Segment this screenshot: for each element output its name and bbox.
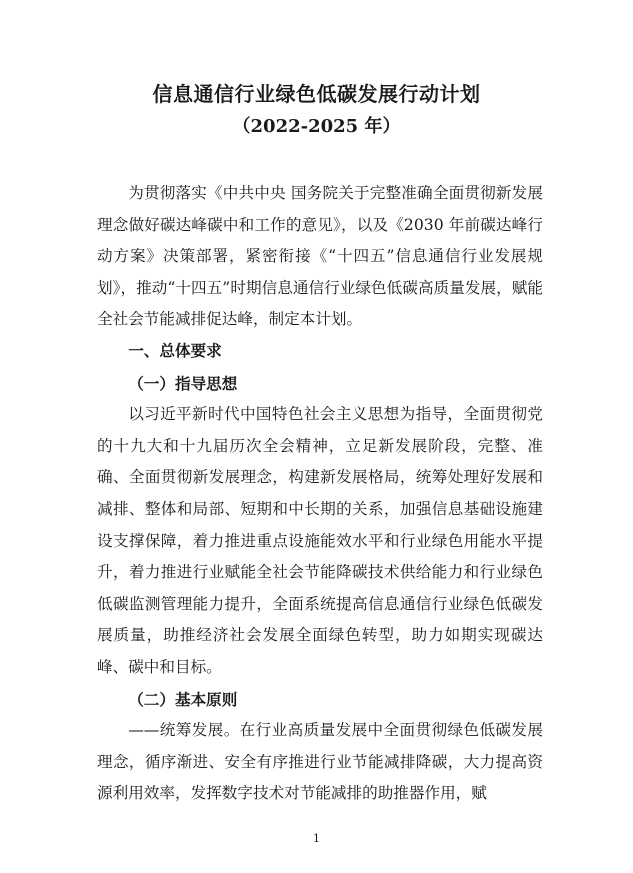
page-number: 1 bbox=[313, 832, 320, 845]
intro-paragraph: 为贯彻落实《中共中央 国务院关于完整准确全面贯彻新发展理念做好碳达峰碳中和工作的意见》，以及《2030 年前碳达峰行动方案》决策部署，紧密衔接《“十四五”信息通信行业发展规划》，推动“十四五”时期信息通信行业绿色低碳高质量发展，赋能全社会节能减排促达峰，制定本计划。 bbox=[97, 184, 543, 329]
basic-principles-paragraph: ——统筹发展。在行业高质量发展中全面贯彻绿色低碳发展理念，循序渐进、安全有序推进行业节能减排降碳，大力提高资源利用效率，发挥数字技术对节能减排的助推器作用，赋 bbox=[97, 721, 543, 803]
document-body bbox=[97, 178, 543, 810]
subsection-heading-guiding-ideology: （一）指导思想 bbox=[128, 373, 238, 393]
subsection-heading-basic-principles: （二）基本原则 bbox=[128, 689, 238, 709]
section-heading-general-requirements: 一、总体要求 bbox=[128, 341, 222, 360]
guiding-ideology-paragraph: 以习近平新时代中国特色社会主义思想为指导，全面贯彻党的十九大和十九届历次全会精神，立足新发展阶段，完整、准确、全面贯彻新发展理念，构建新发展格局，统筹处理好发展和减排、整体和局部、短期和中长期的关系，加强信息基础设施建设支撑保障，着力推进重点设施能效水平和行业绿色用能水平提升，着力推进行业赋能全社会节能降碳技术供给能力和行业绿色低碳监测管理能力提升，全面系统提高信息通信行业绿色低碳发展质量，助推经济社会发展全面绿色转型，助力如期实现碳达峰、碳中和目标。 bbox=[97, 405, 543, 676]
document-title: 信息通信行业绿色低碳发展行动计划 bbox=[152, 82, 481, 106]
document-subtitle: （2022-2025 年） bbox=[232, 116, 401, 137]
